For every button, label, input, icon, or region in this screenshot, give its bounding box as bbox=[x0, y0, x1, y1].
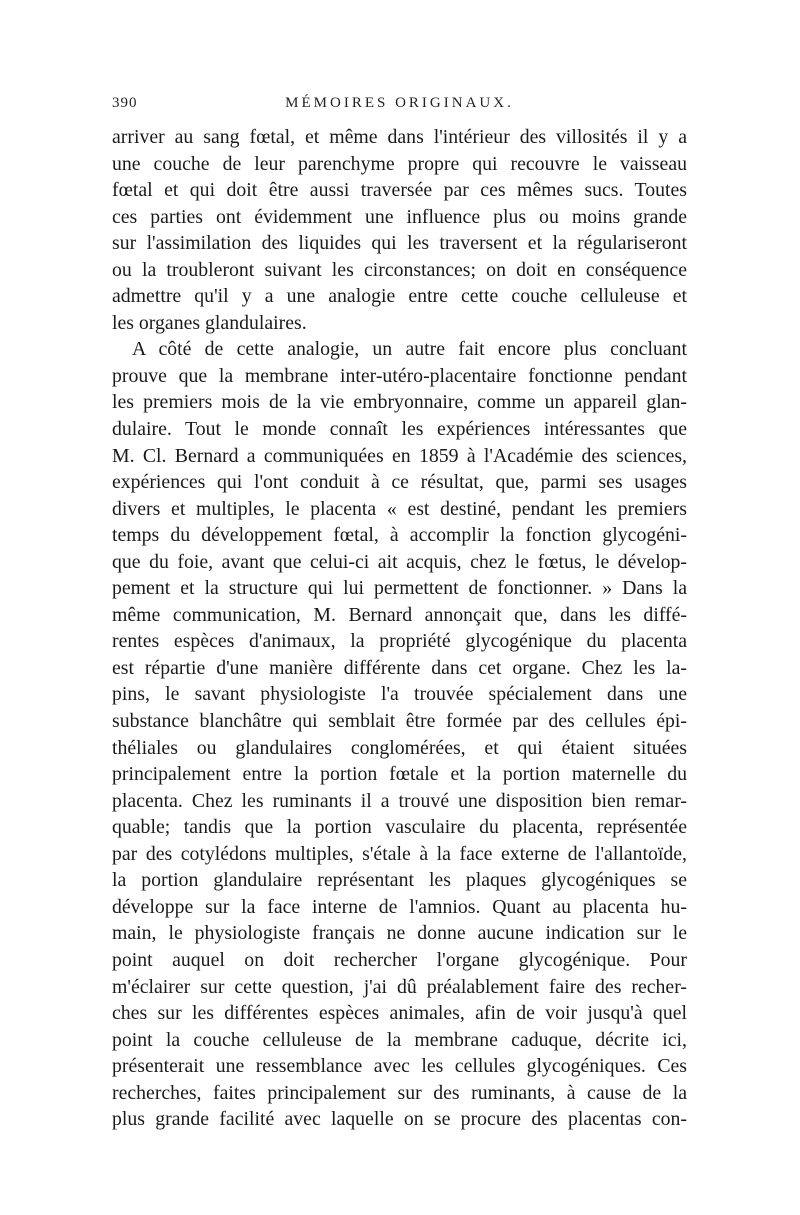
text-line: les premiers mois de la vie embryonnaire, comme un appareil glan- bbox=[112, 391, 687, 414]
text-line: la portion glandulaire représentant les plaques glycogéniques se bbox=[112, 869, 687, 892]
text-line: une couche de leur parenchyme propre qui recouvre le vaisseau bbox=[112, 152, 687, 175]
text-line: expériences qui l'ont conduit à ce résultat, que, parmi ses usages bbox=[112, 471, 687, 494]
text-line: quable; tandis que la portion vasculaire du placenta, représentée bbox=[112, 816, 687, 839]
text-line: admettre qu'il y a une analogie entre cette couche celluleuse et bbox=[112, 285, 687, 308]
text-line: dulaire. Tout le monde connaît les expériences intéressantes que bbox=[112, 418, 687, 441]
paragraph bbox=[112, 336, 687, 1132]
text-line: théliales ou glandulaires conglomérées, et qui étaient situées bbox=[112, 736, 687, 759]
text-line: ou la troubleront suivant les circonstances; on doit en conséquence bbox=[112, 258, 687, 281]
text-line: m'éclairer sur cette question, j'ai dû préalablement faire des recher- bbox=[112, 975, 687, 998]
text-line: plus grande facilité avec laquelle on se procure des placentas con- bbox=[112, 1108, 687, 1131]
text-line: que du foie, avant que celui-ci ait acquis, chez le fœtus, le dévelop- bbox=[112, 550, 687, 573]
page-header bbox=[112, 93, 687, 117]
page-body bbox=[112, 124, 687, 1133]
text-line: par des cotylédons multiples, s'étale à la face externe de l'allantoïde, bbox=[112, 842, 687, 865]
text-line: pins, le savant physiologiste l'a trouvée spécialement dans une bbox=[112, 683, 687, 706]
running-title: MÉMOIRES ORIGINAUX. bbox=[285, 95, 514, 111]
text-line: temps du développement fœtal, à accomplir la fonction glycogéni- bbox=[112, 524, 687, 547]
text-line: même communication, M. Bernard annonçait que, dans les diffé- bbox=[112, 603, 687, 626]
text-line: sur l'assimilation des liquides qui les traversent et la régulariseront bbox=[112, 232, 687, 255]
text-line: ches sur les différentes espèces animales, afin de voir jusqu'à quel bbox=[112, 1002, 687, 1025]
text-line: point auquel on doit rechercher l'organe glycogénique. Pour bbox=[112, 948, 687, 971]
text-line: les organes glandulaires. bbox=[112, 311, 307, 334]
text-line: A côté de cette analogie, un autre fait encore plus concluant bbox=[132, 338, 687, 361]
text-line: rentes espèces d'animaux, la propriété glycogénique du placenta bbox=[112, 630, 687, 653]
text-line: principalement entre la portion fœtale et la portion maternelle du bbox=[112, 763, 687, 786]
text-line: divers et multiples, le placenta « est destiné, pendant les premiers bbox=[112, 497, 687, 520]
text-line: est répartie d'une manière différente dans cet organe. Chez les la- bbox=[112, 656, 687, 679]
text-line: placenta. Chez les ruminants il a trouvé une disposition bien remar- bbox=[112, 789, 687, 812]
text-line: fœtal et qui doit être aussi traversée par ces mêmes sucs. Toutes bbox=[112, 179, 687, 202]
text-line: main, le physiologiste français ne donne aucune indication sur le bbox=[112, 922, 687, 945]
text-line: substance blanchâtre qui semblait être formée par des cellules épi- bbox=[112, 710, 687, 733]
text-line: présenterait une ressemblance avec les cellules glycogéniques. Ces bbox=[112, 1055, 687, 1078]
paragraph bbox=[112, 124, 687, 336]
text-line: développe sur la face interne de l'amnios. Quant au placenta hu- bbox=[112, 895, 687, 918]
text-line: ces parties ont évidemment une influence plus ou moins grande bbox=[112, 205, 687, 228]
text-line: prouve que la membrane inter-utéro-placentaire fonctionne pendant bbox=[112, 364, 687, 387]
text-line: point la couche celluleuse de la membrane caduque, décrite ici, bbox=[112, 1028, 687, 1051]
text-line: pement et la structure qui lui permettent de fonctionner. » Dans la bbox=[112, 577, 687, 600]
text-line: arriver au sang fœtal, et même dans l'intérieur des villosités il y a bbox=[112, 126, 687, 148]
text-line: M. Cl. Bernard a communiquées en 1859 à l'Académie des sciences, bbox=[112, 444, 687, 467]
page-number: 390 bbox=[112, 95, 138, 111]
text-line: recherches, faites principalement sur des ruminants, à cause de la bbox=[112, 1081, 687, 1104]
